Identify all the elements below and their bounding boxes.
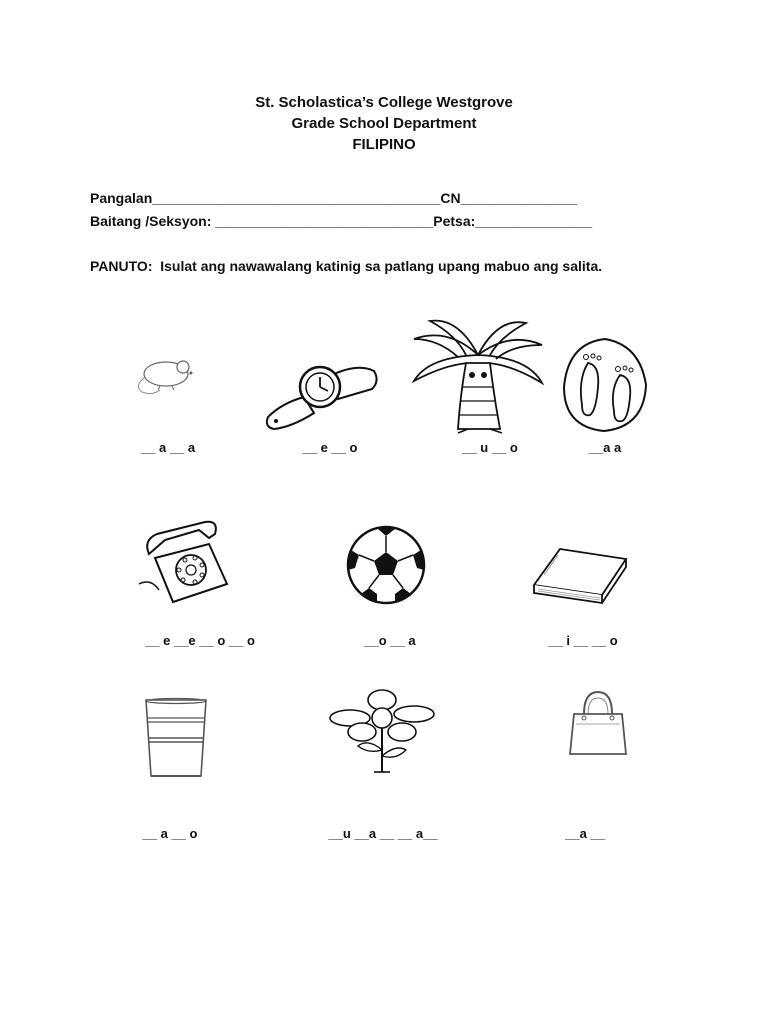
instruction-text: PANUTO: Isulat ang nawawalang katinig sa patlang upang mabuo ang salita. (90, 258, 603, 274)
handbag-icon (566, 688, 630, 758)
item-word[interactable]: __a a (588, 440, 622, 455)
item-word[interactable]: __ i __ __ o (548, 633, 618, 648)
flower-icon (328, 688, 436, 776)
item-word[interactable]: __ e __e __ o __ o (145, 633, 255, 648)
subject-title: FILIPINO (352, 136, 416, 153)
item-word[interactable]: __ a __ o (142, 826, 198, 841)
item-word[interactable]: __ a __ a (140, 440, 196, 455)
section-field-line[interactable]: Baitang /Seksyon: ____________________________Petsa:_______________ (90, 213, 593, 229)
telephone-icon (135, 518, 230, 608)
item-word[interactable]: __a __ (565, 826, 605, 841)
drinking-glass-icon (143, 696, 209, 780)
department-name: Grade School Department (291, 115, 477, 132)
item-word[interactable]: __ u __ o (462, 440, 518, 455)
mouse-icon (130, 332, 200, 402)
soccer-ball-icon (345, 524, 427, 606)
item-word[interactable]: __u __a __ __ a__ (328, 826, 438, 841)
school-name: St. Scholastica’s College Westgrove (255, 94, 513, 111)
wristwatch-icon (262, 355, 382, 435)
item-word[interactable]: __ e __ o (302, 440, 358, 455)
coconut-tree-icon (408, 317, 548, 435)
footprints-icon (560, 335, 650, 435)
name-field-line[interactable]: Pangalan_____________________________________CN_______________ (90, 190, 578, 206)
book-icon (530, 545, 630, 605)
item-word[interactable]: __o __ a (364, 633, 416, 648)
worksheet-header (0, 92, 768, 155)
